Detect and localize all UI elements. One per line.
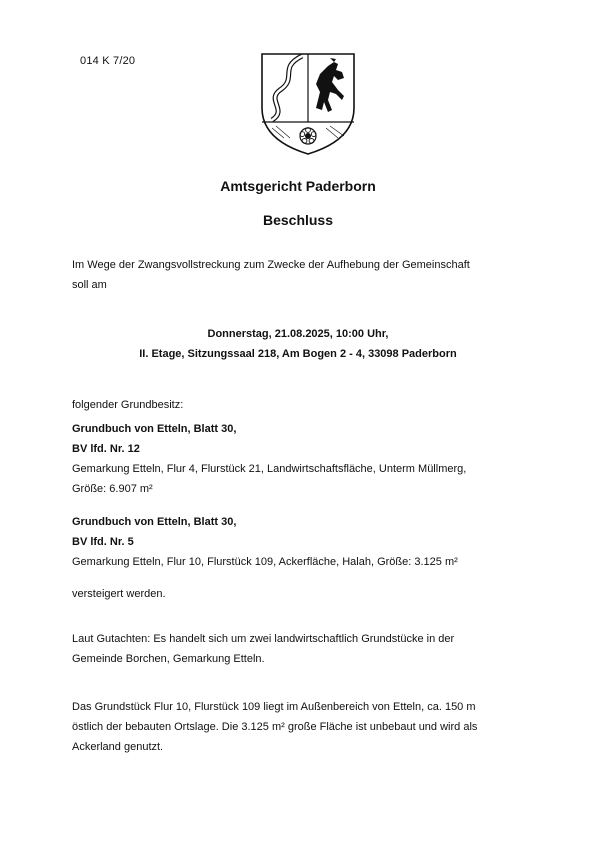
document-type: Beschluss <box>262 212 334 228</box>
session-datetime: Donnerstag, 21.08.2025, 10:00 Uhr, <box>207 328 389 340</box>
parcel-register: Grundbuch von Etteln, Blatt 30, <box>72 423 237 435</box>
location-paragraph <box>72 697 532 757</box>
parcel-description: Gemarkung Etteln, Flur 10, Flurstück 109, Ackerfläche, Halah, Größe: 3.125 m² <box>72 556 458 568</box>
appraisal-paragraph <box>72 629 532 669</box>
nrw-coat-of-arms-icon <box>258 48 358 158</box>
parcel-bv-number: BV lfd. Nr. 5 <box>72 536 134 548</box>
intro-line: soll am <box>72 279 107 291</box>
location-line: östlich der bebauten Ortslage. Die 3.125 m² große Fläche ist unbebaut und wird als <box>72 721 478 733</box>
session-location: II. Etage, Sitzungssaal 218, Am Bogen 2 - 4, 33098 Paderborn <box>139 348 457 360</box>
intro-line: Im Wege der Zwangsvollstreckung zum Zwecke der Aufhebung der Gemeinschaft <box>72 259 470 271</box>
session-details <box>0 324 596 364</box>
location-line: Das Grundstück Flur 10, Flurstück 109 liegt im Außenbereich von Etteln, ca. 150 m <box>72 701 476 713</box>
grundbesitz-label: folgender Grundbesitz: <box>72 399 184 411</box>
parcel-register: Grundbuch von Etteln, Blatt 30, <box>72 516 237 528</box>
parcel-description: Gemarkung Etteln, Flur 4, Flurstück 21, Landwirtschaftsfläche, Unterm Müllmerg, <box>72 463 467 475</box>
location-line: Ackerland genutzt. <box>72 741 164 753</box>
court-name: Amtsgericht Paderborn <box>220 178 376 194</box>
parcel-description: Größe: 6.907 m² <box>72 483 153 495</box>
case-number: 014 K 7/20 <box>80 55 136 67</box>
parcel-entry <box>72 419 542 499</box>
parcel-entry <box>72 512 542 572</box>
auction-result: versteigert werden. <box>72 588 166 600</box>
intro-paragraph <box>72 255 532 295</box>
appraisal-line: Laut Gutachten: Es handelt sich um zwei landwirtschaftlich Grundstücke in der <box>72 633 455 645</box>
parcel-bv-number: BV lfd. Nr. 12 <box>72 443 140 455</box>
appraisal-line: Gemeinde Borchen, Gemarkung Etteln. <box>72 653 265 665</box>
